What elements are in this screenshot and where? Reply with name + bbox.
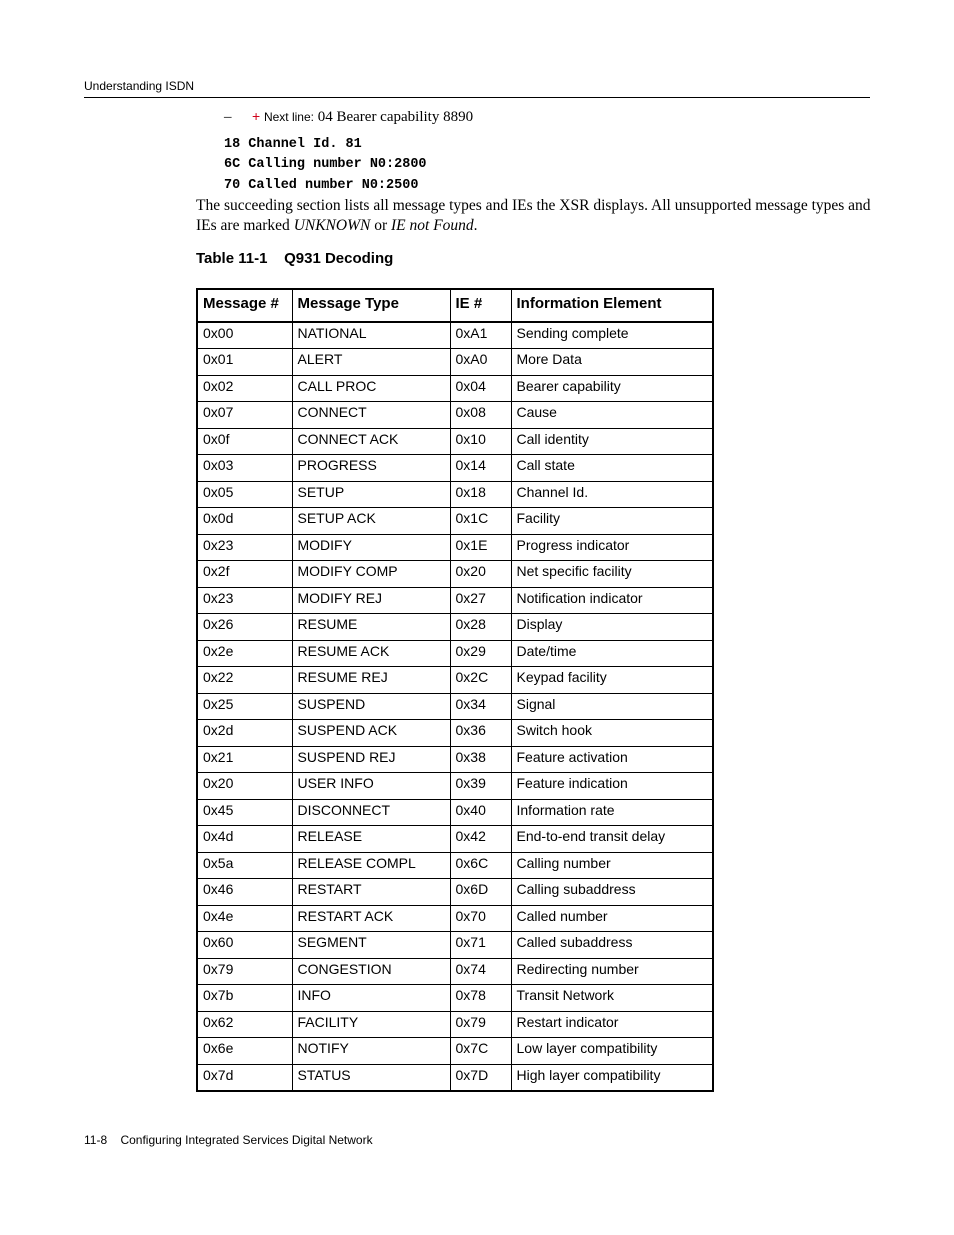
- table-row: [197, 826, 713, 853]
- information-element-cell: Feature activation: [511, 746, 713, 773]
- ie-number-cell: 0x6C: [450, 852, 511, 879]
- message-type-cell: USER INFO: [292, 773, 450, 800]
- message-type-cell: FACILITY: [292, 1011, 450, 1038]
- message-type-cell: NATIONAL: [292, 322, 450, 349]
- message-number-cell: 0x4d: [197, 826, 292, 853]
- ie-number-cell: 0x74: [450, 958, 511, 985]
- table-row: [197, 905, 713, 932]
- plus-marker: +: [252, 108, 261, 124]
- information-element-cell: Switch hook: [511, 720, 713, 747]
- table-row: [197, 773, 713, 800]
- information-element-cell: Call state: [511, 455, 713, 482]
- running-header: Understanding ISDN: [84, 79, 195, 93]
- ie-number-cell: 0x27: [450, 587, 511, 614]
- ie-number-cell: 0x1E: [450, 534, 511, 561]
- message-number-cell: 0x79: [197, 958, 292, 985]
- ie-number-cell: 0x78: [450, 985, 511, 1012]
- information-element-cell: Feature indication: [511, 773, 713, 800]
- ie-number-cell: 0x10: [450, 428, 511, 455]
- ie-number-cell: 0x34: [450, 693, 511, 720]
- message-number-cell: 0x2f: [197, 561, 292, 588]
- message-type-cell: INFO: [292, 985, 450, 1012]
- message-number-cell: 0x05: [197, 481, 292, 508]
- table-row: [197, 1038, 713, 1065]
- ie-number-cell: 0x20: [450, 561, 511, 588]
- table-row: [197, 561, 713, 588]
- message-number-cell: 0x7b: [197, 985, 292, 1012]
- ie-number-cell: 0x29: [450, 640, 511, 667]
- table-row: [197, 667, 713, 694]
- message-number-cell: 0x21: [197, 746, 292, 773]
- message-type-cell: PROGRESS: [292, 455, 450, 482]
- ie-number-cell: 0x79: [450, 1011, 511, 1038]
- information-element-cell: Progress indicator: [511, 534, 713, 561]
- message-number-cell: 0x00: [197, 322, 292, 349]
- table-caption: Table 11-1 Q931 Decoding: [196, 250, 394, 267]
- message-number-cell: 0x26: [197, 614, 292, 641]
- ie-number-cell: 0x08: [450, 402, 511, 429]
- message-number-cell: 0x2e: [197, 640, 292, 667]
- information-element-cell: Bearer capability: [511, 375, 713, 402]
- message-type-cell: SUSPEND REJ: [292, 746, 450, 773]
- table-row: [197, 375, 713, 402]
- message-number-cell: 0x22: [197, 667, 292, 694]
- ie-number-cell: 0xA0: [450, 349, 511, 376]
- information-element-cell: High layer compatibility: [511, 1064, 713, 1091]
- message-number-cell: 0x03: [197, 455, 292, 482]
- table-row: [197, 720, 713, 747]
- message-number-cell: 0x7d: [197, 1064, 292, 1091]
- message-type-cell: MODIFY REJ: [292, 587, 450, 614]
- header-message-type: Message Type: [292, 289, 450, 322]
- table-row: [197, 508, 713, 535]
- information-element-cell: Keypad facility: [511, 667, 713, 694]
- message-type-cell: SUSPEND ACK: [292, 720, 450, 747]
- header-rule: [84, 97, 870, 98]
- message-type-cell: ALERT: [292, 349, 450, 376]
- message-type-cell: STATUS: [292, 1064, 450, 1091]
- table-row: [197, 958, 713, 985]
- code-line: 6C Calling number N0:2800: [224, 157, 427, 172]
- paragraph-text: The succeeding section lists all message types and IEs the XSR displays. All unsupported message types and IEs are marked: [196, 197, 871, 234]
- message-number-cell: 0x20: [197, 773, 292, 800]
- ie-number-cell: 0x2C: [450, 667, 511, 694]
- paragraph-text: or: [370, 216, 392, 234]
- table-row: [197, 879, 713, 906]
- message-number-cell: 0x0d: [197, 508, 292, 535]
- information-element-cell: Facility: [511, 508, 713, 535]
- information-element-cell: End-to-end transit delay: [511, 826, 713, 853]
- information-element-cell: Notification indicator: [511, 587, 713, 614]
- table-body: [197, 322, 713, 1091]
- ie-number-cell: 0x14: [450, 455, 511, 482]
- ie-number-cell: 0x40: [450, 799, 511, 826]
- table-row: [197, 693, 713, 720]
- message-type-cell: RELEASE COMPL: [292, 852, 450, 879]
- table-row: [197, 640, 713, 667]
- message-number-cell: 0x01: [197, 349, 292, 376]
- ie-number-cell: 0x39: [450, 773, 511, 800]
- table-row: [197, 428, 713, 455]
- table-row: [197, 614, 713, 641]
- ie-number-cell: 0x04: [450, 375, 511, 402]
- message-type-cell: SETUP ACK: [292, 508, 450, 535]
- information-element-cell: Calling number: [511, 852, 713, 879]
- ie-number-cell: 0x6D: [450, 879, 511, 906]
- header-message-number: Message #: [197, 289, 292, 322]
- message-type-cell: NOTIFY: [292, 1038, 450, 1065]
- message-number-cell: 0x23: [197, 587, 292, 614]
- information-element-cell: Called subaddress: [511, 932, 713, 959]
- bullet-dash: –: [224, 109, 232, 125]
- body-paragraph: [196, 196, 876, 235]
- not-found-term: IE not Found: [391, 216, 474, 234]
- message-type-cell: SEGMENT: [292, 932, 450, 959]
- information-element-cell: Display: [511, 614, 713, 641]
- information-element-cell: Signal: [511, 693, 713, 720]
- information-element-cell: Cause: [511, 402, 713, 429]
- information-element-cell: Transit Network: [511, 985, 713, 1012]
- message-type-cell: CONNECT ACK: [292, 428, 450, 455]
- header-information-element: Information Element: [511, 289, 713, 322]
- ie-number-cell: 0x7C: [450, 1038, 511, 1065]
- message-type-cell: CALL PROC: [292, 375, 450, 402]
- ie-number-cell: 0x28: [450, 614, 511, 641]
- information-element-cell: More Data: [511, 349, 713, 376]
- code-line: 18 Channel Id. 81: [224, 137, 362, 152]
- information-element-cell: Information rate: [511, 799, 713, 826]
- message-number-cell: 0x62: [197, 1011, 292, 1038]
- ie-number-cell: 0xA1: [450, 322, 511, 349]
- message-number-cell: 0x25: [197, 693, 292, 720]
- message-number-cell: 0x46: [197, 879, 292, 906]
- information-element-cell: Called number: [511, 905, 713, 932]
- table-row: [197, 481, 713, 508]
- information-element-cell: Channel Id.: [511, 481, 713, 508]
- table-row: [197, 402, 713, 429]
- message-type-cell: SUSPEND: [292, 693, 450, 720]
- table-header-row: [197, 289, 713, 322]
- message-type-cell: CONNECT: [292, 402, 450, 429]
- bullet-text: 04 Bearer capability 8890: [317, 109, 474, 125]
- page-footer: 11-8 Configuring Integrated Services Digital Network: [84, 1133, 373, 1147]
- table-row: [197, 322, 713, 349]
- q931-decoding-table: [196, 288, 714, 1092]
- ie-number-cell: 0x7D: [450, 1064, 511, 1091]
- message-number-cell: 0x02: [197, 375, 292, 402]
- table-row: [197, 799, 713, 826]
- table-row: [197, 1011, 713, 1038]
- table-row: [197, 852, 713, 879]
- message-number-cell: 0x45: [197, 799, 292, 826]
- information-element-cell: Date/time: [511, 640, 713, 667]
- message-type-cell: RESUME: [292, 614, 450, 641]
- ie-number-cell: 0x18: [450, 481, 511, 508]
- information-element-cell: Sending complete: [511, 322, 713, 349]
- message-number-cell: 0x2d: [197, 720, 292, 747]
- message-type-cell: RESTART: [292, 879, 450, 906]
- information-element-cell: Low layer compatibility: [511, 1038, 713, 1065]
- table-row: [197, 985, 713, 1012]
- message-type-cell: RESTART ACK: [292, 905, 450, 932]
- message-type-cell: RELEASE: [292, 826, 450, 853]
- ie-number-cell: 0x70: [450, 905, 511, 932]
- message-type-cell: MODIFY: [292, 534, 450, 561]
- bullet-line: [224, 108, 473, 126]
- table-row: [197, 1064, 713, 1091]
- ie-number-cell: 0x36: [450, 720, 511, 747]
- message-type-cell: SETUP: [292, 481, 450, 508]
- message-type-cell: MODIFY COMP: [292, 561, 450, 588]
- message-number-cell: 0x6e: [197, 1038, 292, 1065]
- information-element-cell: Calling subaddress: [511, 879, 713, 906]
- ie-number-cell: 0x1C: [450, 508, 511, 535]
- message-number-cell: 0x60: [197, 932, 292, 959]
- message-number-cell: 0x4e: [197, 905, 292, 932]
- table-row: [197, 534, 713, 561]
- message-number-cell: 0x5a: [197, 852, 292, 879]
- information-element-cell: Redirecting number: [511, 958, 713, 985]
- ie-number-cell: 0x38: [450, 746, 511, 773]
- message-type-cell: RESUME ACK: [292, 640, 450, 667]
- message-number-cell: 0x07: [197, 402, 292, 429]
- table-row: [197, 349, 713, 376]
- paragraph-text: .: [473, 216, 478, 234]
- ie-number-cell: 0x42: [450, 826, 511, 853]
- table-row: [197, 587, 713, 614]
- message-number-cell: 0x23: [197, 534, 292, 561]
- header-ie-number: IE #: [450, 289, 511, 322]
- ie-number-cell: 0x71: [450, 932, 511, 959]
- unknown-term: UNKNOWN: [293, 216, 371, 234]
- information-element-cell: Restart indicator: [511, 1011, 713, 1038]
- table-row: [197, 746, 713, 773]
- table-row: [197, 455, 713, 482]
- message-type-cell: CONGESTION: [292, 958, 450, 985]
- message-number-cell: 0x0f: [197, 428, 292, 455]
- table-row: [197, 932, 713, 959]
- code-line: 70 Called number N0:2500: [224, 178, 419, 193]
- information-element-cell: Call identity: [511, 428, 713, 455]
- information-element-cell: Net specific facility: [511, 561, 713, 588]
- message-type-cell: DISCONNECT: [292, 799, 450, 826]
- message-type-cell: RESUME REJ: [292, 667, 450, 694]
- next-line-label: Next line:: [263, 110, 314, 124]
